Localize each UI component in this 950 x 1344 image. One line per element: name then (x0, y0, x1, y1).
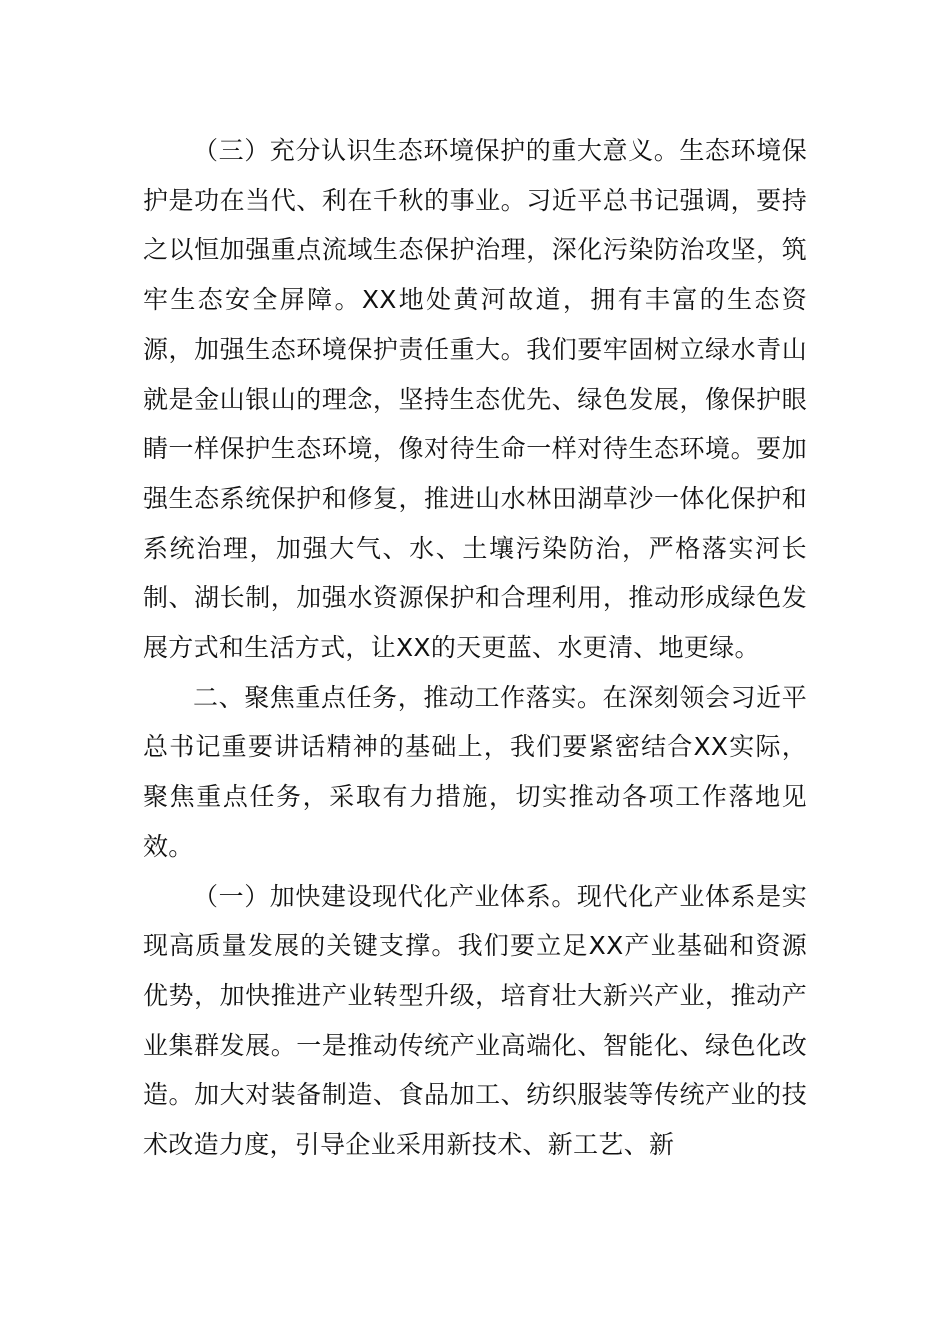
document-body (143, 126, 807, 1170)
paragraph-section-two-key-tasks: 二、聚焦重点任务，推动工作落实。在深刻领会习近平总书记重要讲话精神的基础上，我们要紧密结合XX实际，聚焦重点任务，采取有力措施，切实推动各项工作落地见效。 (143, 682, 807, 861)
paragraph-ecological-protection: （三）充分认识生态环境保护的重大意义。生态环境保护是功在当代、利在千秋的事业。习近平总书记强调，要持之以恒加强重点流域生态保护治理，深化污染防治攻坚，筑牢生态安全屏障。XX地处黄河故道，拥有丰富的生态资源，加强生态环境保护责任重大。我们要牢固树立绿水青山就是金山银山的理念，坚持生态优先、绿色发展，像保护眼睛一样保护生态环境，像对待生命一样对待生态环境。要加强生态系统保护和修复，推进山水林田湖草沙一体化保护和系统治理，加强大气、水、土壤污染防治，严格落实河长制、湖长制，加强水资源保护和合理利用，推动形成绿色发展方式和生活方式，让XX的天更蓝、水更清、地更绿。 (143, 136, 807, 663)
paragraph-modern-industry-system: （一）加快建设现代化产业体系。现代化产业体系是实现高质量发展的关键支撑。我们要立足XX产业基础和资源优势，加快推进产业转型升级，培育壮大新兴产业，推动产业集群发展。一是推动传统产业高端化、智能化、绿色化改造。加大对装备制造、食品加工、纺织服装等传统产业的技术改造力度，引导企业采用新技术、新工艺、新 (143, 881, 807, 1160)
